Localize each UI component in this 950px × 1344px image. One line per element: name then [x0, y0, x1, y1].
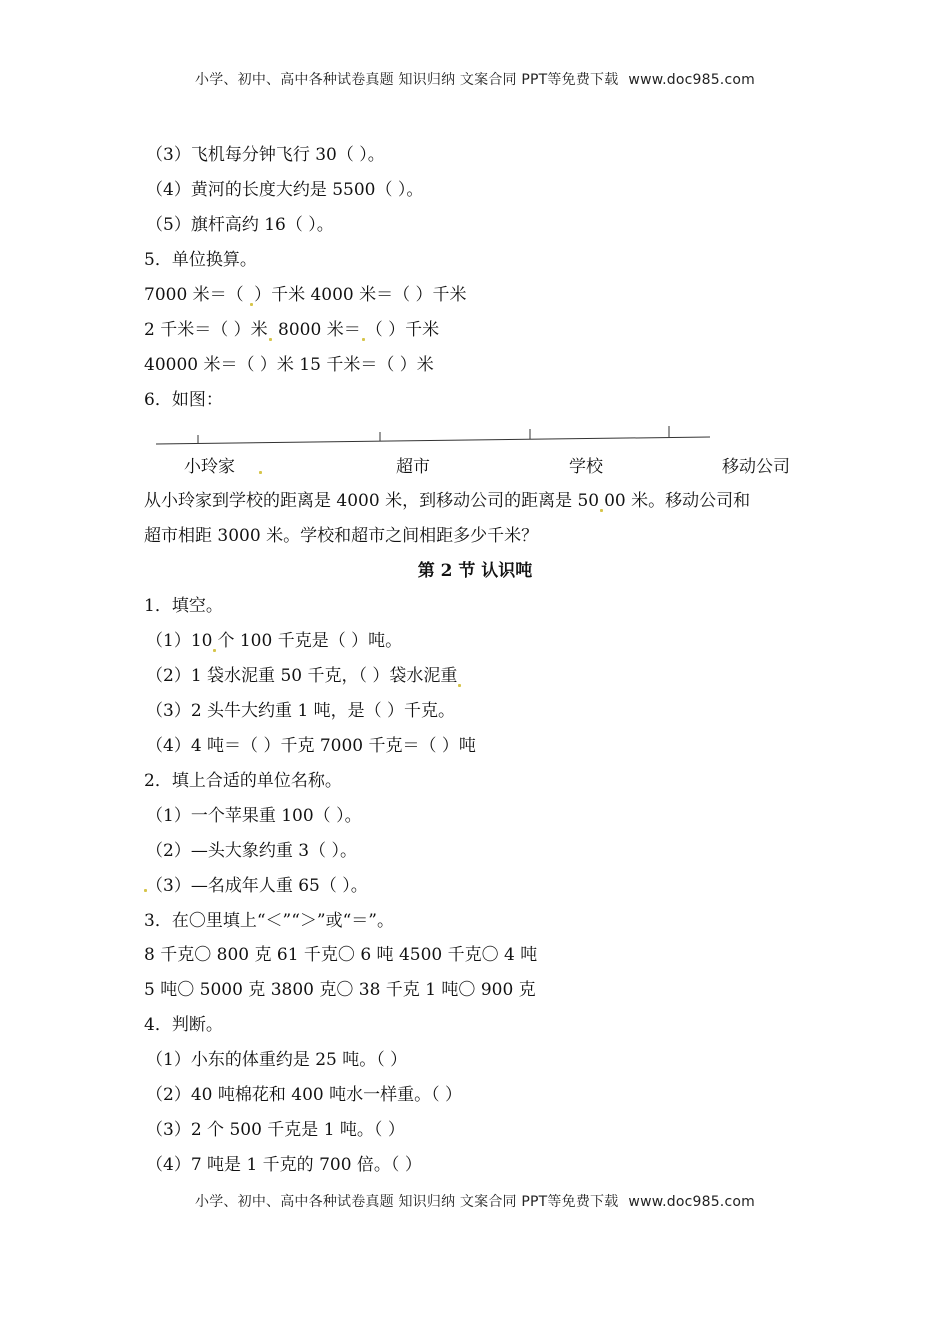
mark-dot — [250, 303, 253, 306]
question-line: 8 千克〇 800 克 61 千克〇 6 吨 4500 千克〇 4 吨 — [144, 945, 538, 965]
line-part: （1）10 — [146, 631, 213, 651]
question-line: （2）40 吨棉花和 400 吨水一样重。（ ） — [146, 1085, 463, 1105]
page-footer — [0, 1191, 950, 1211]
distance-line — [156, 437, 710, 444]
header-text: 小学、初中、高中各种试卷真题 知识归纳 文案合同 PPT等免费下载 — [195, 72, 619, 88]
line-part: （2）1 袋水泥重 50 千克，（ ）袋水泥重 — [146, 666, 458, 686]
mark-dot — [269, 338, 272, 341]
question-line — [144, 490, 750, 512]
distance-line-diagram — [150, 422, 720, 450]
mark-dot — [600, 509, 603, 512]
section-title: 第 2 节 认识吨 — [417, 561, 533, 581]
question-heading: 3．在〇里填上“＜”“＞”或“＝”。 — [144, 911, 394, 931]
line-part: 00 米。移动公司和 — [604, 491, 751, 511]
line-part: （ ）千米 — [365, 320, 440, 340]
footer-url[interactable]: www.doc985.com — [628, 1194, 755, 1210]
question-line: （1）一个苹果重 100（ ）。 — [146, 806, 362, 826]
mark-dot — [362, 338, 365, 341]
question-line: 超市相距 3000 米。学校和超市之间相距多少千米？ — [144, 526, 539, 546]
header-url[interactable]: www.doc985.com — [628, 72, 755, 88]
question-line: 5 吨〇 5000 克 3800 克〇 38 千克 1 吨〇 900 克 — [144, 980, 536, 1000]
place-label-school: 学校 — [569, 457, 603, 477]
place-label-home: 小玲家 — [184, 457, 235, 477]
mark-dot — [213, 649, 216, 652]
question-heading: 2．填上合适的单位名称。 — [144, 771, 342, 791]
line-part: 7000 米＝（ — [144, 285, 250, 305]
footer-text: 小学、初中、高中各种试卷真题 知识归纳 文案合同 PPT等免费下载 — [195, 1194, 619, 1210]
question-line: 40000 米＝（ ）米 15 千米＝（ ）米 — [144, 355, 434, 375]
question-heading: 6．如图： — [144, 390, 223, 410]
question-line: （5）旗杆高约 16（ ）。 — [146, 215, 334, 235]
line-part: ）千米 4000 米＝（ ）千米 — [254, 285, 467, 305]
mark-dot — [458, 684, 461, 687]
question-line — [144, 284, 467, 306]
question-line: （3）2 头牛大约重 1 吨，是（ ）千克。 — [146, 701, 456, 721]
question-line: （3）—名成年人重 65（ ）。 — [146, 876, 368, 896]
question-line: （4）黄河的长度大约是 5500（ ）。 — [146, 180, 424, 200]
place-label-supermarket: 超市 — [396, 457, 430, 477]
question-line: （2）—头大象约重 3（ ）。 — [146, 841, 357, 861]
question-line: （4）4 吨＝（ ）千克 7000 千克＝（ ）吨 — [146, 736, 476, 756]
question-heading: 4．判断。 — [144, 1015, 223, 1035]
question-line: （1）小东的体重约是 25 吨。（ ） — [146, 1050, 408, 1070]
question-heading: 1．填空。 — [144, 596, 223, 616]
question-line: （4）7 吨是 1 千克的 700 倍。（ ） — [146, 1155, 422, 1175]
question-line — [144, 319, 439, 341]
page-header — [0, 69, 950, 89]
question-line: （3）飞机每分钟飞行 30（ ）。 — [146, 145, 385, 165]
mark-dot — [259, 471, 262, 474]
line-part: 2 千米＝（ ）米 — [144, 320, 268, 340]
line-part: 从小玲家到学校的距离是 4000 米，到移动公司的距离是 50 — [144, 491, 600, 511]
question-heading: 5．单位换算。 — [144, 250, 257, 270]
question-line — [146, 665, 462, 687]
place-label-company: 移动公司 — [722, 457, 790, 477]
line-part: 8000 米＝ — [272, 320, 361, 340]
question-line: （3）2 个 500 千克是 1 吨。（ ） — [146, 1120, 405, 1140]
question-line — [146, 630, 402, 652]
line-part: 个 100 千克是（ ）吨。 — [217, 631, 403, 651]
